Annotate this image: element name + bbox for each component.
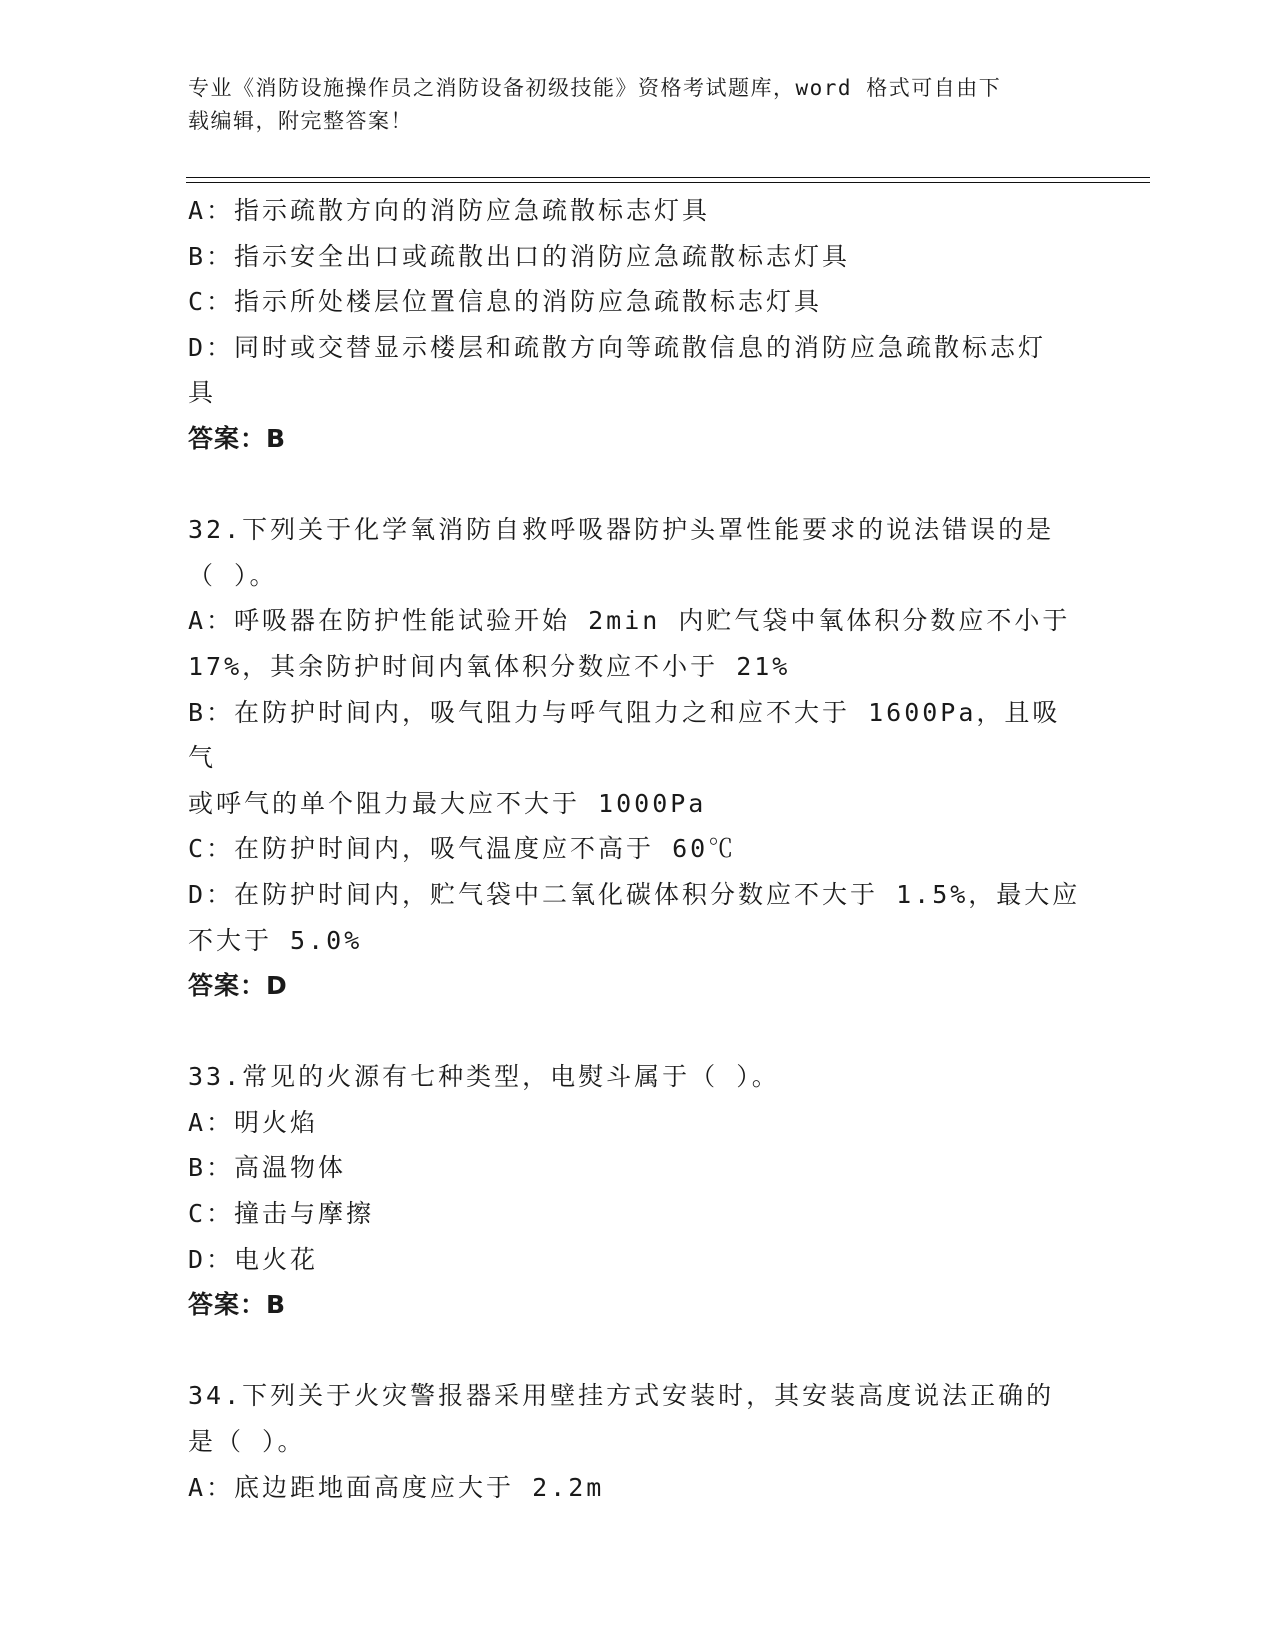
q31-option-d-line-1: D：同时或交替显示楼层和疏散方向等疏散信息的消防应急疏散标志灯 <box>188 332 1047 362</box>
question-list <box>188 188 1088 1510</box>
q31-option-c: C：指示所处楼层位置信息的消防应急疏散标志灯具 <box>188 287 823 317</box>
q32-option-d-line-1: D：在防护时间内，贮气袋中二氧化碳体积分数应不大于 1.5%，最大应 <box>188 879 1081 909</box>
header-line-1: 专业《消防设施操作员之消防设备初级技能》资格考试题库，word 格式可自由下 <box>188 76 1002 100</box>
q32-option-b-line-1: B：在防护时间内，吸气阻力与呼气阻力之和应不大于 1600Pa，且吸气 <box>188 697 1061 773</box>
q33-option-a: A：明火焰 <box>188 1107 319 1137</box>
q31-answer: 答案：B <box>188 423 287 453</box>
header-line-2: 载编辑，附完整答案！ <box>188 109 413 133</box>
q34-stem-line-1: 34.下列关于火灾警报器采用壁挂方式安装时，其安装高度说法正确的 <box>188 1381 1055 1411</box>
q31-option-d-line-2: 具 <box>188 378 217 408</box>
q32-option-d-line-2: 不大于 5.0% <box>188 925 363 955</box>
q32-option-b-line-2: 或呼气的单个阻力最大应不大于 1000Pa <box>188 788 707 818</box>
q34-option-a: A：底边距地面高度应大于 2.2m <box>188 1472 605 1502</box>
q33-answer: 答案：B <box>188 1290 287 1320</box>
q33-option-c: C：撞击与摩擦 <box>188 1199 375 1229</box>
q33-stem: 33.常见的火源有七种类型，电熨斗属于（ ）。 <box>188 1062 780 1092</box>
q32-option-c: C：在防护时间内，吸气温度应不高于 60℃ <box>188 834 737 864</box>
q33-option-d: D：电火花 <box>188 1244 319 1274</box>
q31-option-b: B：指示安全出口或疏散出口的消防应急疏散标志灯具 <box>188 241 851 271</box>
q32-option-a-line-1: A：呼吸器在防护性能试验开始 2min 内贮气袋中氧体积分数应不小于 <box>188 606 1071 636</box>
q31-option-a: A：指示疏散方向的消防应急疏散标志灯具 <box>188 196 711 225</box>
q32-stem-line-1: 32.下列关于化学氧消防自救呼吸器防护头罩性能要求的说法错误的是 <box>188 515 1055 545</box>
q32-answer: 答案：D <box>188 971 288 1001</box>
spacer <box>188 1009 1088 1055</box>
header-divider-top <box>186 177 1150 178</box>
spacer <box>188 462 1088 508</box>
spacer <box>188 1328 1088 1374</box>
q34-stem-line-2: 是（ ）。 <box>188 1427 306 1457</box>
q32-stem-line-2: （ ）。 <box>188 560 278 590</box>
document-header <box>188 72 1068 138</box>
q32-option-a-line-2: 17%，其余防护时间内氧体积分数应不小于 21% <box>188 651 791 681</box>
header-divider-bottom <box>186 182 1150 183</box>
q33-option-b: B：高温物体 <box>188 1153 347 1183</box>
question-31 <box>188 188 1088 462</box>
question-32 <box>188 507 1088 1009</box>
question-33 <box>188 1054 1088 1328</box>
question-34 <box>188 1373 1088 1510</box>
